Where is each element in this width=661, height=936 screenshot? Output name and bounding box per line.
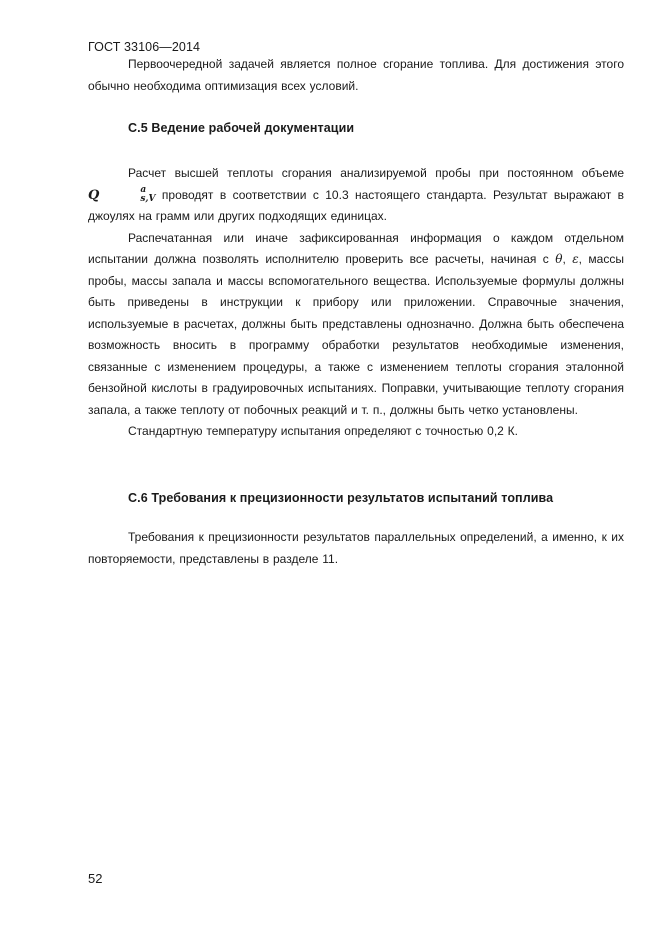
intro-block [88,54,624,97]
section-c5-body [88,163,624,443]
section-c5-paragraph-2 [88,228,624,422]
formula-subscript: s,V [140,194,156,204]
formula-indices [100,186,155,204]
symbol-separator: , [562,252,566,266]
section-c6-paragraph-1: Требования к прецизионности результатов параллельных определений, а именно, к их повторяемости, представлены в разделе 11. [88,530,624,566]
symbol-theta: θ [555,252,563,266]
formula-superscript: a [140,185,147,195]
paragraph-text: проводят в соответствии с 10.3 настоящего стандарта. Результат выражают в джоулях на грамм или других подходящих единицах. [88,187,624,223]
section-c5-paragraph-1 [88,163,624,228]
section-c5-paragraph-3: Стандартную температуру испытания определяют с точностью 0,2 К. [128,424,518,438]
paragraph-text: , массы пробы, массы запала и массы вспомогательного вещества. Используемые формулы должны быть приведены в инструкции к прибору или приложении. Справочные значения, используемые в расчетах, должны быть представлены однозначно. Должна быть обеспечена возможность вносить в программу обработки результатов необходимые изменения, связанные с изменением процедуры, а также с изменением теплоты сгорания эталонной бензойной кислоты в градуировочных испытаниях. Поправки, учитывающие теплоту сгорания запала, а также теплоту от побочных реакций и т. п., должны быть четко установлены. [88,252,624,417]
section-c5-heading: С.5 Ведение рабочей документации [128,121,355,135]
section-c6-heading: С.6 Требования к прецизионности результатов испытаний топлива [128,491,554,505]
intro-paragraph: Первоочередной задачей является полное сгорание топлива. Для достижения этого обычно необходима оптимизация всех условий. [88,57,624,93]
symbol-epsilon: ε [572,252,579,266]
formula-symbol: Q [88,187,100,203]
formula-gross-calorific-value [88,185,156,204]
paragraph-text: Расчет высшей теплоты сгорания анализируемой пробы при постоянном объеме [128,166,624,180]
paragraph-text: Распечатанная или иначе зафиксированная информация о каждом отдельном испытании должна позволять исполнителю проверить все расчеты, начиная с [88,230,624,266]
section-c6-body [88,527,624,570]
page-number: 52 [88,871,103,886]
document-code-header: ГОСТ 33106—2014 [88,40,201,54]
